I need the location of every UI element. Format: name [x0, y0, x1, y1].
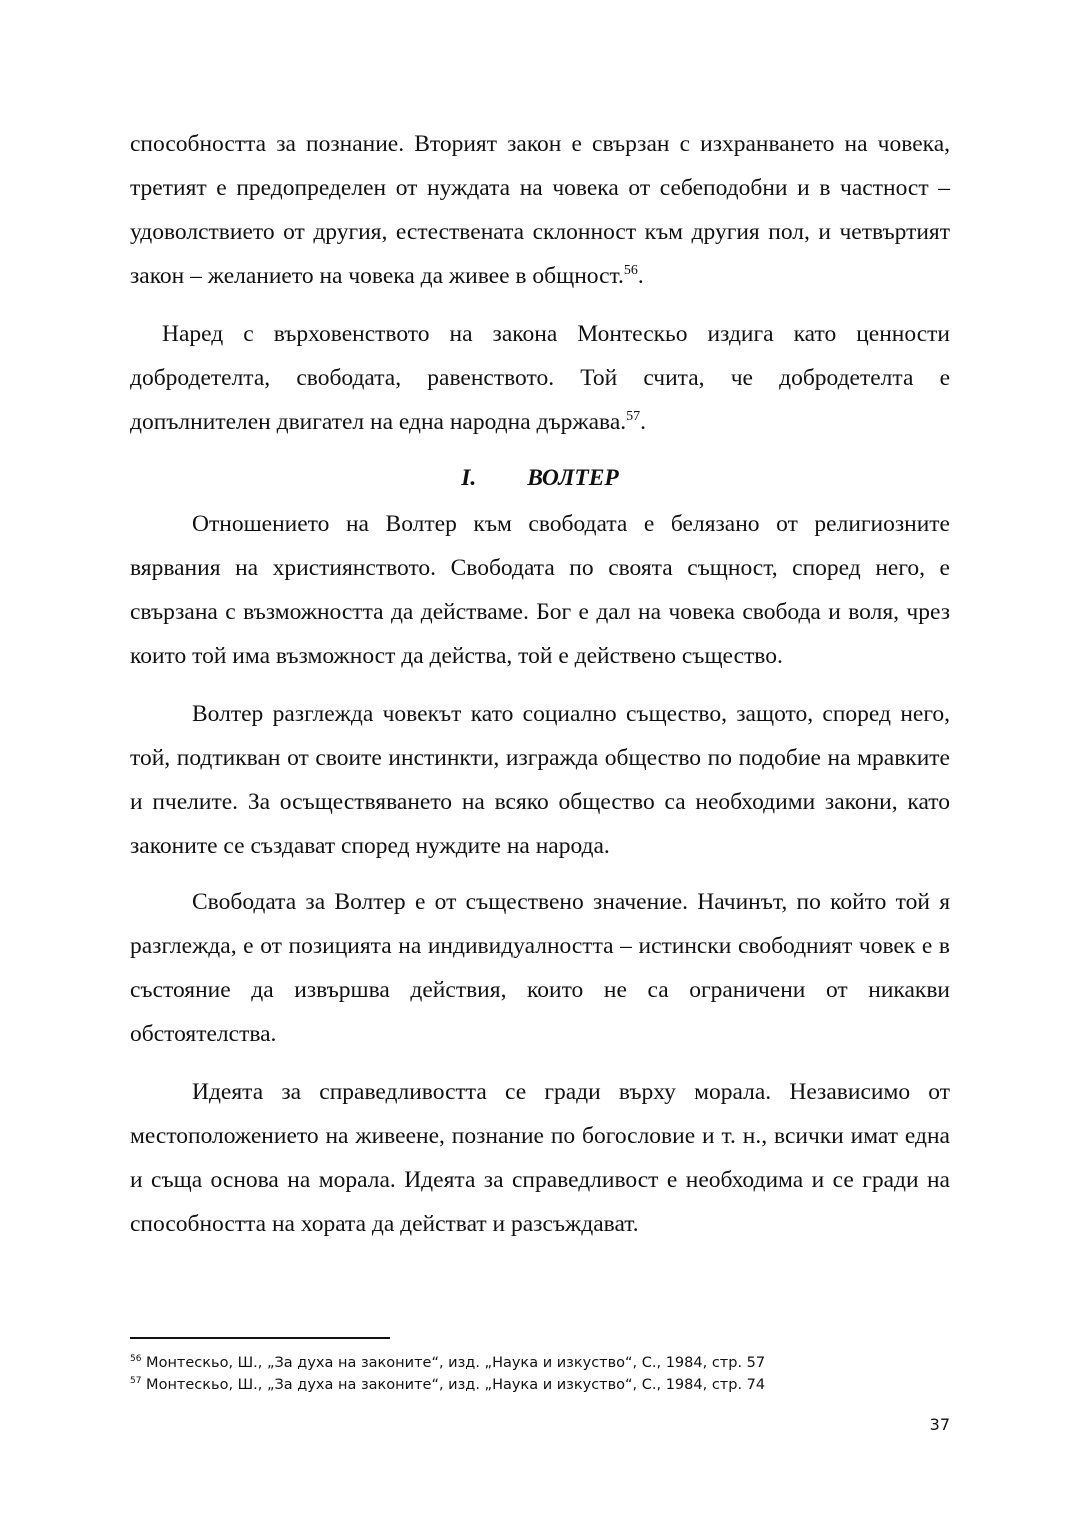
paragraph-1 — [130, 122, 950, 298]
footnotes — [130, 1352, 950, 1396]
footnote-57-text: Монтескьо, Ш., „За духа на законите“, изд. „Наука и изкуство“, С., 1984, стр. 74 — [141, 1377, 766, 1393]
paragraph-6: Идеята за справедливостта се гради върху морала. Независимо от местоположението на живеене, познание по богословие и т. н., всички имат една и съща основа на морала. Идеята за справедливост е необходима и се гради на способността на хората да действат и разсъждават. — [130, 1079, 950, 1237]
footnote-divider — [130, 1337, 390, 1339]
paragraph-1-text: способността за познание. Вторият закон е свързан с изхранването на човека, третият е предопределен от нуждата на човека от себеподобни и в частност – удоволствието от другия, естествената склонност към другия пол, и четвъртият закон – желанието на човека да живее в общност. — [130, 131, 950, 289]
section-title: ВОЛТЕР — [527, 465, 619, 491]
footnote-56-text: Монтескьо, Ш., „За духа на законите“, изд. „Наука и изкуство“, С., 1984, стр. 57 — [141, 1355, 766, 1371]
footnote-ref-57[interactable]: 57 — [626, 409, 641, 425]
section-heading — [130, 456, 950, 500]
footnote-ref-56[interactable]: 56 — [623, 263, 638, 279]
footnote-56-marker: 56 — [130, 1354, 142, 1365]
footnote-56 — [130, 1352, 950, 1374]
paragraph-4: Волтер разглежда човекът като социално същество, защото, според него, той, подтикван от своите инстинкти, изгражда общество по подобие на мравките и пчелите. За осъществяването на всяко общество са необходими закони, като законите се създават според нуждите на народа. — [130, 701, 950, 859]
section-number: I. — [461, 465, 477, 491]
paragraph-5: Свободата за Волтер е от съществено значение. Начинът, по който той я разглежда, е от позицията на индивидуалността – истински свободният човек е в състояние да извършва действия, които не са ограничени от никакви обстоятелства. — [130, 889, 950, 1047]
paragraph-2-text: Наред с върховенството на закона Монтескьо издига като ценности добродетелта, свободата, равенството. Той счита, че добродетелта е допълнителен двигател на една народна държава. — [130, 321, 950, 435]
footnote-57 — [130, 1374, 950, 1396]
footnote-57-marker: 57 — [130, 1376, 142, 1387]
paragraph-2-tail: . — [640, 409, 647, 435]
paragraph-1-tail: . — [637, 263, 644, 289]
paragraph-3: Отношението на Волтер към свободата е белязано от религиозните вярвания на християнството. Свободата по своята същност, според него, е свързана с възможността да действаме. Бог е дал на човека свобода и воля, чрез които той има възможност да действа, той е действено същество. — [130, 511, 950, 669]
paragraph-2 — [130, 312, 950, 444]
page-number: 37 — [929, 1415, 950, 1434]
